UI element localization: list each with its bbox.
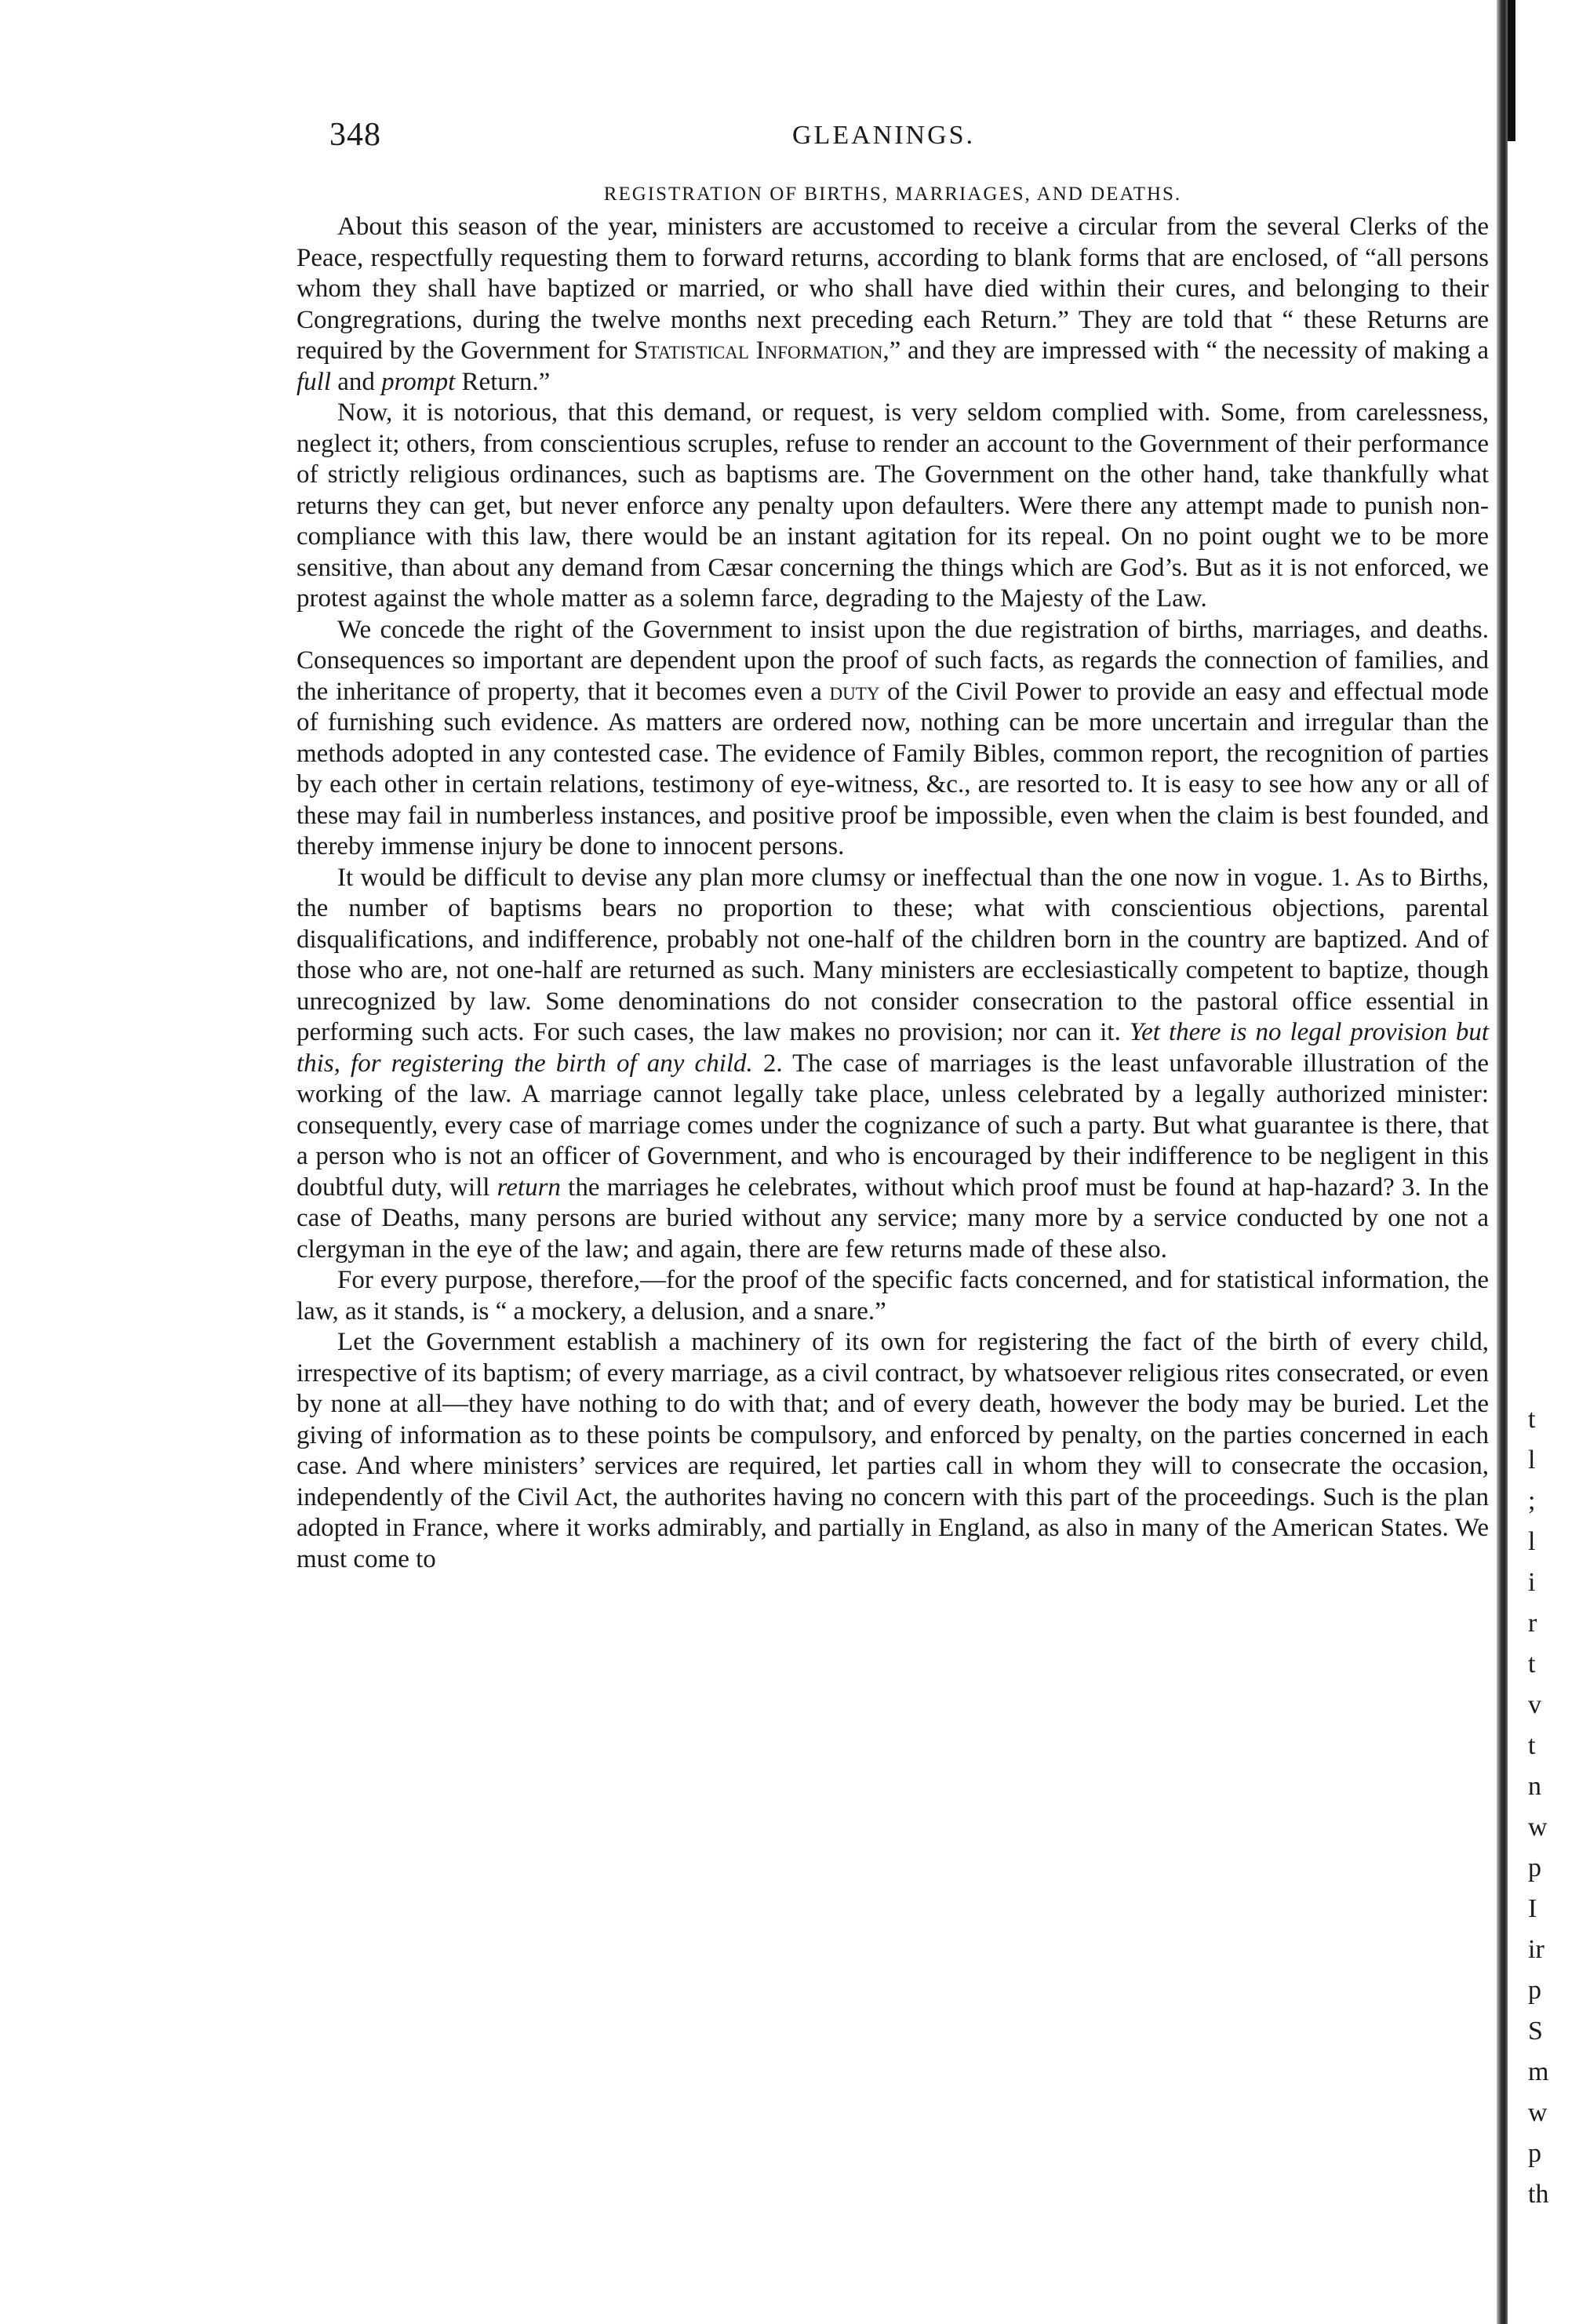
paragraph-1-text-d: Return.” <box>455 367 551 396</box>
paragraph-1-text-b: ,” and they are impressed with “ the necessity of making a <box>882 336 1489 365</box>
running-head <box>329 116 1459 163</box>
margin-letter: n <box>1528 1772 1541 1801</box>
binding-gutter-top <box>1508 0 1515 141</box>
running-title: GLEANINGS. <box>792 121 976 150</box>
statistical-information-smallcaps: Statistical Information <box>634 336 883 365</box>
full-italic: full <box>297 367 332 396</box>
paragraph-4-text-c: the marriages he celebrates, without which proof must be found at hap-hazard? 3. In the case of Deaths, many persons are buried without any service; many more by a service conducted by one not a clergyman in the eye of the law; and again, there are few returns made of these also. <box>297 1173 1489 1264</box>
margin-letter: p <box>1528 1976 1541 2005</box>
margin-letter: m <box>1528 2057 1549 2086</box>
margin-letter: t <box>1528 1649 1536 1678</box>
margin-letter: p <box>1528 2139 1541 2168</box>
margin-letter: l <box>1528 1446 1536 1475</box>
prompt-italic: prompt <box>381 367 456 396</box>
margin-letter: I <box>1528 1894 1537 1923</box>
paragraph-3 <box>297 615 1489 863</box>
margin-letter: w <box>1528 2098 1548 2127</box>
margin-letter: ir <box>1528 1935 1544 1964</box>
paragraph-6: Let the Government establish a machinery of its own for registering the fact of the birth of every child, irrespective of its baptism; of every marriage, as a civil contract, by whatsoever religious rites consecrated, or even by none at all—they have nothing to do with that; and of every death, however the body may be buried. Let the giving of information as to these points be compulsory, and enforced by penalty, on the parties concerned in each case. And where ministers’ services are required, let parties call in whom they will to consecrate the occasion, independently of the Civil Act, the authorites having no concern with this part of the proceedings. Such is the plan adopted in France, where it works admirably, and partially in England, as also in many of the American States. We must come to <box>297 1328 1489 1573</box>
paragraph-5: For every purpose, therefore,—for the proof of the specific facts concerned, and for statistical information, the law, as it stands, is “ a mockery, a delusion, and a snare.” <box>297 1266 1489 1326</box>
margin-letter: r <box>1528 1609 1537 1638</box>
article-heading: REGISTRATION OF BIRTHS, MARRIAGES, AND DEATHS. <box>603 184 1182 205</box>
return-italic: return <box>497 1173 561 1202</box>
margin-letter: ; <box>1528 1486 1536 1515</box>
paragraph-4 <box>297 863 1489 1266</box>
margin-letter: l <box>1528 1527 1536 1556</box>
paragraph-1-text-c: and <box>331 367 382 396</box>
margin-letter: w <box>1528 1813 1548 1842</box>
page-number: 348 <box>329 117 381 153</box>
paragraph-1 <box>297 212 1489 398</box>
margin-letter: th <box>1528 2180 1549 2209</box>
duty-smallcaps: duty <box>829 677 880 706</box>
article <box>297 180 1489 1575</box>
margin-letter: t <box>1528 1405 1536 1434</box>
margin-letter: S <box>1528 2017 1543 2046</box>
legal-provision-italic: Yet there is no legal provision but this, for registering the birth of any child. <box>297 1018 1489 1078</box>
margin-letter: p <box>1528 1853 1541 1882</box>
paragraph-3-text-b: of the Civil Power to provide an easy and effectual mode of furnishing such evidence. As matters are ordered now, nothing can be more uncertain and irregular than the methods adopted in any contested case. The evidence of Family Bibles, common report, the recognition of parties by each other in certain relations, testimony of eye-witness, &c., are resorted to. It is easy to see how any or all of these may fail in numberless instances, and positive proof be impossible, even when the claim is best founded, and thereby immense injury be done to innocent persons. <box>297 677 1489 860</box>
paragraph-4-text-a: It would be difficult to devise any plan more clumsy or ineffectual than the one now in vogue. 1. As to Births, the number of baptisms bears no proportion to these; what with conscientious objections, parental disqualifications, and indifference, probably not one-half of the children born in the country are baptized. And of those who are, not one-half are returned as such. Many ministers are ecclesiastically competent to baptize, though unrecognized by law. Some denominations do not consider consecration to the pastoral office essential in performing such acts. For such cases, the law makes no provision; nor can it. <box>297 863 1489 1046</box>
paragraph-4-text-b: 2. The case of marriages is the least unfavorable illustration of the working of the law. A marriage cannot legally take place, unless celebrated by a legally authorized minister: consequently, every case of marriage comes under the cognizance of such a party. But what guarantee is there, that a person who is not an officer of Government, and who is encouraged by their indifference to be negligent in this doubtful duty, will <box>297 1049 1490 1202</box>
margin-letter: t <box>1528 1731 1536 1760</box>
paragraph-2: Now, it is notorious, that this demand, or request, is very seldom complied with. Some, from carelessness, neglect it; others, from conscientious scruples, refuse to render an account to the Government of their performance of strictly religious ordinances, such as baptisms are. The Government on the other hand, take thankfully what returns they can get, but never enforce any penalty upon defaulters. Were there any attempt made to punish non-compliance with this law, there would be an instant agitation for its repeal. On no point ought we to be more sensitive, than about any demand from Cæsar concerning the things which are God’s. But as it is not enforced, we protest against the whole matter as a solemn farce, degrading to the Majesty of the Law. <box>297 398 1489 613</box>
margin-letter: v <box>1528 1690 1541 1719</box>
binding-gutter <box>1497 0 1508 2324</box>
paragraph-1-text-a: About this season of the year, ministers are accustomed to receive a circular from the several Clerks of the Peace, respectfully requesting them to forward returns, according to blank forms that are enclosed, of “all persons whom they shall have baptized or married, or who shall have died within their cures, and belonging to their Congregrations, during the twelve months next preceding each Return.” They are told that “ these Returns are required by the Government for <box>297 213 1489 365</box>
paragraph-3-text-a: We concede the right of the Government to insist upon the due registration of births, marriages, and deaths. Consequences so important are dependent upon the proof of such facts, as regards the connection of families, and the inheritance of property, that it becomes even a <box>297 615 1489 706</box>
margin-letter: i <box>1528 1568 1536 1597</box>
